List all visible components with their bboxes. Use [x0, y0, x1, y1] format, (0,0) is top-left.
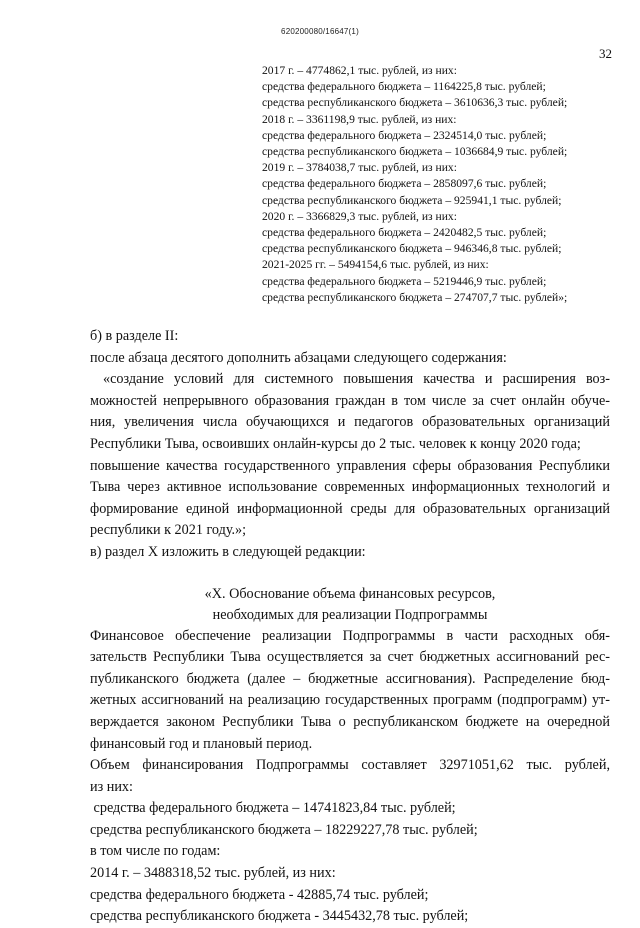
volume-line: средства республиканского бюджета – 18229227,78 тыс. рублей;	[90, 821, 478, 838]
text-line: жетных ассигнований на реализацию государственных программ (подпрограмм) ут-	[90, 692, 610, 709]
quoted-paragraph-2	[90, 456, 610, 542]
text-line: Тыва через активное использование современных информационных технологий и	[90, 479, 610, 496]
after-paragraph-instruction: после абзаца десятого дополнить абзацами следующего содержания:	[90, 349, 507, 366]
funding-line: средства республиканского бюджета – 1036684,9 тыс. рублей;	[262, 145, 568, 159]
text-line: верждается законом Республики Тыва о республиканском бюджете на очередной	[90, 713, 610, 730]
volume-line: средства республиканского бюджета - 3445432,78 тыс. рублей;	[90, 908, 469, 925]
funding-line: 2019 г. – 3784038,7 тыс. рублей, из них:	[262, 161, 457, 175]
text-line: Финансовое обеспечение реализации Подпрограммы в части расходных обя-	[90, 627, 610, 644]
volume-line: средства федерального бюджета – 14741823,84 тыс. рублей;	[90, 800, 456, 817]
funding-line: средства федерального бюджета – 5219446,9 тыс. рублей;	[262, 274, 547, 288]
funding-line: средства республиканского бюджета – 3610636,3 тыс. рублей;	[262, 96, 568, 110]
funding-line: средства федерального бюджета – 2324514,0 тыс. рублей;	[262, 128, 547, 142]
section-heading-line: необходимых для реализации Подпрограммы	[212, 606, 488, 623]
volume-paragraph	[90, 755, 610, 798]
volume-line: средства федерального бюджета - 42885,74 тыс. рублей;	[90, 886, 429, 903]
funding-by-year-list	[262, 63, 612, 306]
section-v-label: в) раздел X изложить в следующей редакции:	[90, 543, 366, 560]
section-heading	[90, 584, 610, 626]
funding-line: средства республиканского бюджета – 925941,1 тыс. рублей;	[262, 193, 562, 207]
funding-line: 2018 г. – 3361198,9 тыс. рублей, из них:	[262, 112, 457, 126]
text-line: повышение качества государственного управления сферы образования Республики	[90, 457, 610, 474]
document-id: 620200080/16647(1)	[281, 27, 359, 36]
funding-line: средства республиканского бюджета – 274707,7 тыс. рублей»;	[262, 290, 568, 304]
text-line: «создание условий для системного повышения качества и расширения воз-	[103, 371, 610, 388]
document-body	[90, 326, 610, 928]
funding-line: 2021-2025 гг. – 5494154,6 тыс. рублей, из них:	[262, 258, 489, 272]
page-number: 32	[599, 46, 612, 61]
text-line: зательств Республики Тыва осуществляется за счет бюджетных ассигнований рес-	[90, 649, 610, 666]
volume-line: 2014 г. – 3488318,52 тыс. рублей, из них:	[90, 865, 336, 882]
funding-line: средства федерального бюджета – 1164225,8 тыс. рублей;	[262, 80, 546, 94]
section-heading-line: «X. Обоснование объема финансовых ресурсов,	[204, 585, 496, 602]
funding-line: 2020 г. – 3366829,3 тыс. рублей, из них:	[262, 209, 457, 223]
funding-line: средства федерального бюджета – 2858097,6 тыс. рублей;	[262, 177, 547, 191]
text-line: формирование единой информационной среды для образовательных организаций	[90, 500, 610, 517]
text-line: публиканского бюджета (далее – бюджетные ассигнования). Распределение бюд-	[90, 670, 610, 687]
text-line: Республики Тыва, освоивших онлайн-курсы до 2 тыс. человек к концу 2020 года;	[90, 435, 581, 452]
text-line: ния, увеличения числа обучающихся и педагогов образовательных организаций	[90, 414, 610, 431]
text-line: финансовый год и плановый период.	[90, 735, 313, 752]
financing-paragraph	[90, 626, 610, 756]
funding-line: средства федерального бюджета – 2420482,5 тыс. рублей;	[262, 226, 547, 240]
section-b-label: б) в разделе II:	[90, 328, 179, 344]
funding-line: 2017 г. – 4774862,1 тыс. рублей, из них:	[262, 64, 457, 77]
text-line: Объем финансирования Подпрограммы составляет 32971051,62 тыс. рублей,	[90, 757, 610, 774]
text-line: республики к 2021 году.»;	[90, 522, 247, 539]
text-line: можностей непрерывного образования граждан в том числе за счет онлайн обуче-	[90, 392, 610, 409]
quoted-paragraph-1	[90, 369, 610, 455]
volume-line: в том числе по годам:	[90, 843, 221, 860]
funding-line: средства республиканского бюджета – 946346,8 тыс. рублей;	[262, 242, 562, 256]
text-line: из них:	[90, 778, 133, 795]
volume-by-year-list	[90, 798, 610, 928]
